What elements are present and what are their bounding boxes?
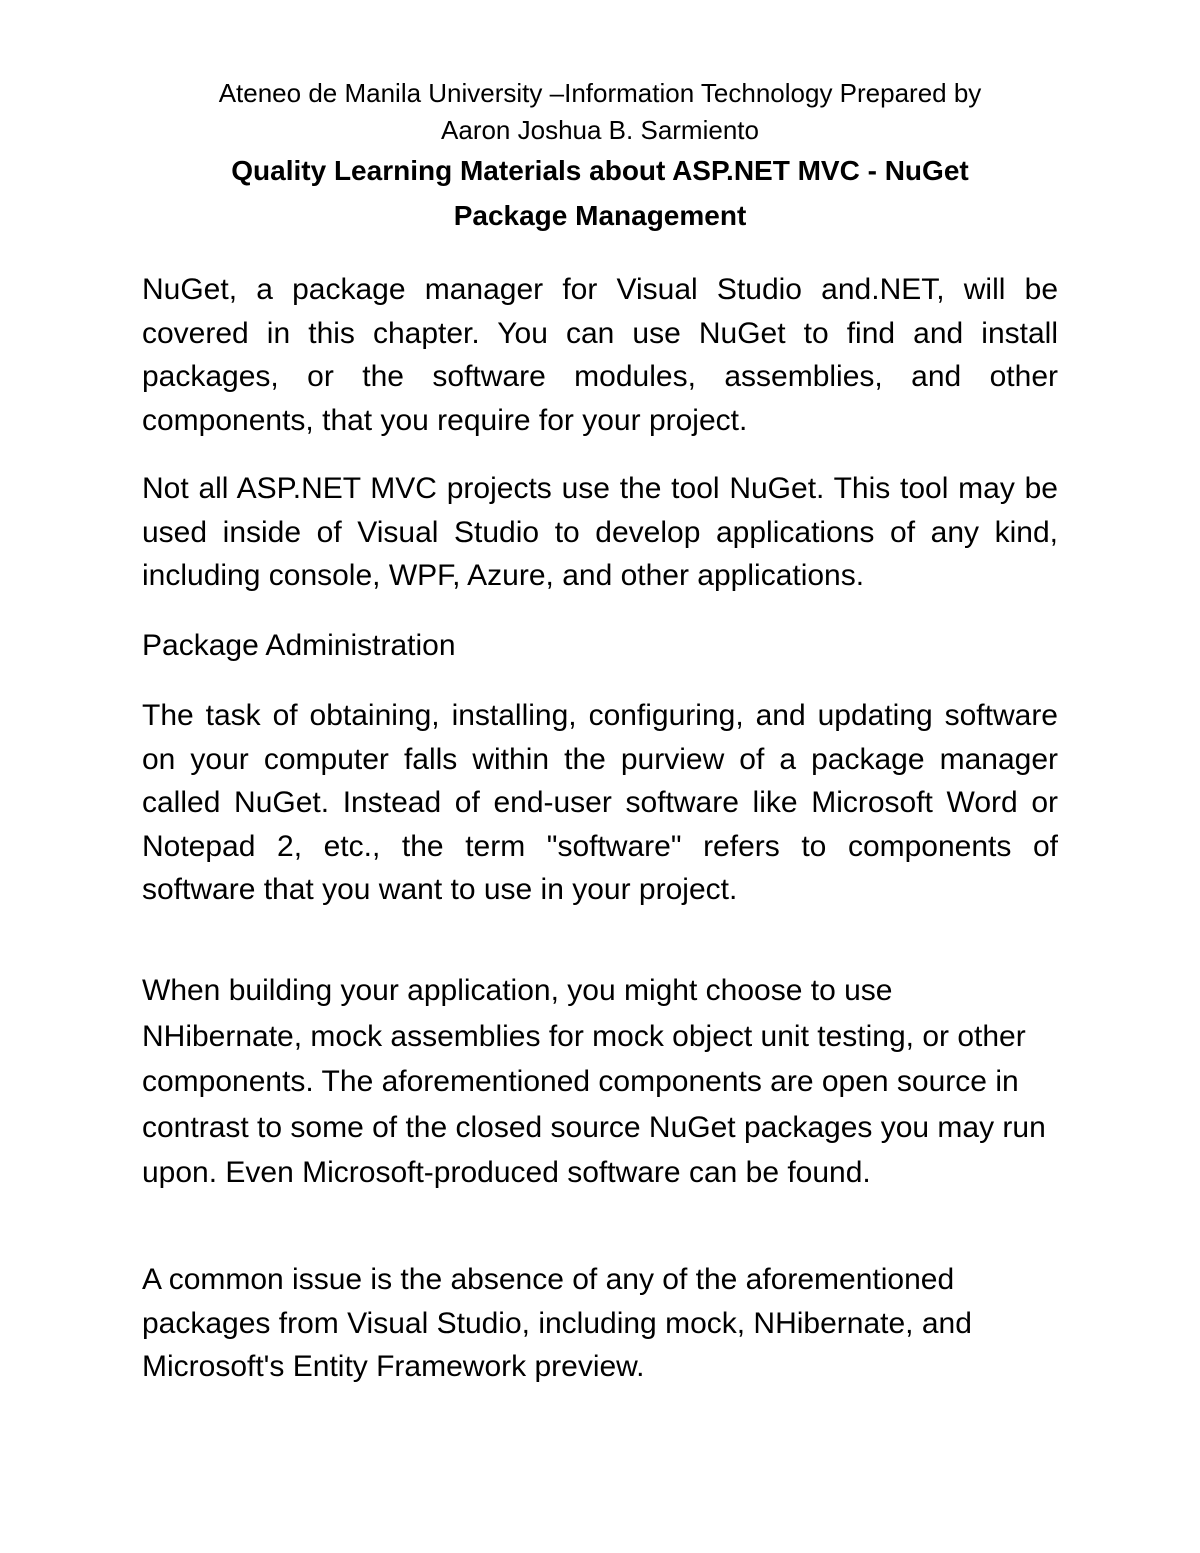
header-author: Aaron Joshua B. Sarmiento bbox=[441, 115, 759, 145]
paragraph-nuget-intro: NuGet, a package manager for Visual Studio and.NET, will be covered in this chapter. You can use NuGet to find and install packages, or the software modules, assemblies, and other components, that you require for your project. bbox=[142, 273, 1058, 437]
paragraph-components: When building your application, you might choose to use NHibernate, mock assemblies for mock object unit testing, or other components. The aforementioned components are open source in contrast to some of the closed source NuGet packages you may run upon. Even Microsoft-produced software can be found. bbox=[142, 974, 1046, 1190]
paragraph-package-management: The task of obtaining, installing, configuring, and updating software on your computer falls within the purview of a package manager called NuGet. Instead of end-user software like Microsoft Word or Notepad 2, etc., the term "software" refers to components of software that you want to use in your project. bbox=[142, 699, 1058, 906]
paragraph-nuget-usage: Not all ASP.NET MVC projects use the tool NuGet. This tool may be used inside of Visual Studio to develop applications of any kind, including console, WPF, Azure, and other applications. bbox=[142, 472, 1058, 592]
document-title-line-2: Package Management bbox=[453, 200, 747, 231]
section-heading-package-administration: Package Administration bbox=[142, 629, 456, 662]
document-title-line-1: Quality Learning Materials about ASP.NET MVC - NuGet bbox=[231, 155, 969, 186]
paragraph-common-issue: A common issue is the absence of any of the aforementioned packages from Visual Studio, including mock, NHibernate, and Microsoft's Entity Framework preview. bbox=[142, 1263, 972, 1383]
header-institution: Ateneo de Manila University –Information Technology Prepared by bbox=[218, 78, 982, 108]
